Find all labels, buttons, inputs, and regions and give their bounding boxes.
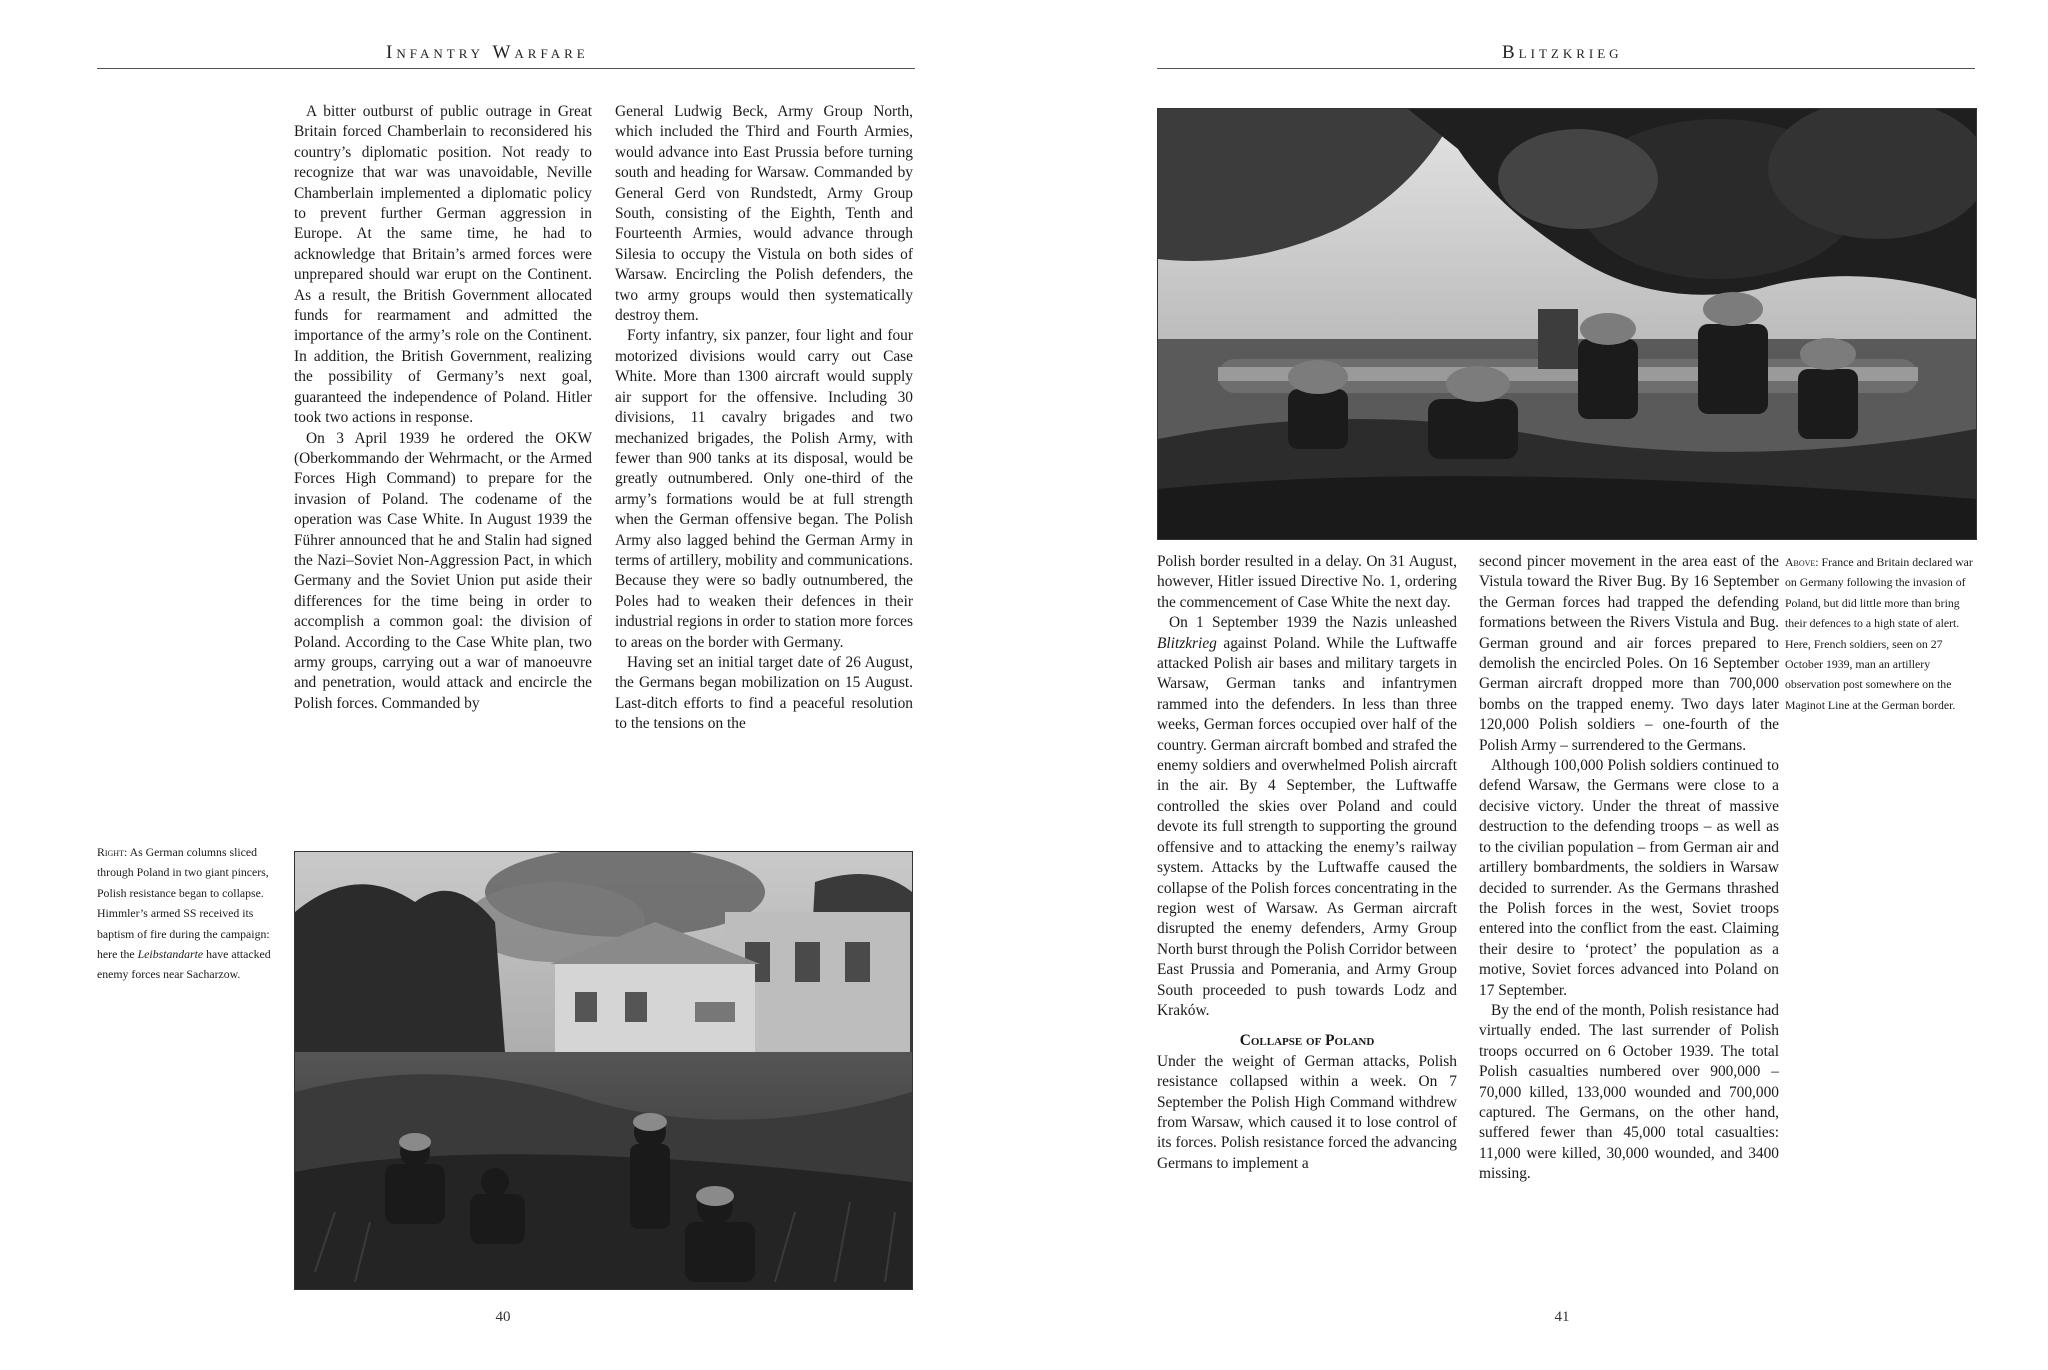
right-column-1 [1157,552,1457,1174]
paragraph: Having set an initial target date of 26 August, the Germans began mobilization on 15 August. Last-ditch efforts to find a peaceful resolution to the tensions on the [615,653,913,733]
photo-caption-right: Above: France and Britain declared war on Germany following the invasion of Poland, but did little more than bring their defences to a high state of alert. Here, French soldiers, seen on 27 October 1939, man an artillery observation post somewhere on the Maginot Line at the German border. [1785,555,1973,712]
left-column-1 [294,102,592,714]
header-rule-left [97,68,915,69]
paragraph: Although 100,000 Polish soldiers continued to defend Warsaw, the Germans were close to a decisive victory. Under the threat of massive destruction to the defending troops – as well as to the civilian population – from German air and artillery bombardments, the soldiers in Warsaw decided to surrender. As the Germans thrashed the Polish forces in the west, Soviet troops entered into the conflict from the east. Claiming their desire to ‘protect’ the population as a motive, Soviet forces advanced into Poland on 17 September. [1479,757,1779,999]
page-number-right: 41 [1554,1309,1570,1325]
left-column-2 [615,102,913,735]
photo-french-soldiers [1157,108,1977,540]
right-column-2 [1479,552,1779,1185]
paragraph: Forty infantry, six panzer, four light and four motorized divisions would carry out Case White. More than 1300 aircraft would supply air support for the offensive. Including 30 divisions, 11 cavalry brigades and two mechanized brigades, the Polish Army, with fewer than 900 tanks at its disposal, would be greatly outnumbered. Only one-third of the army’s formations would be at full strength when the German offensive began. The Polish Army also lagged behind the German Army in terms of artillery, mobility and communications. Because they were so badly outnumbered, the Poles had to weaken their defences in their industrial regions in order to station more forces to areas on the border with Germany. [615,327,913,651]
photo-french-soldiers-image [1158,109,1976,539]
caption-lead: Above: [1785,555,1819,569]
section-subheading: Collapse of Poland [1239,1032,1375,1050]
caption-lead: Right: [97,845,128,859]
photo-ss-troops-image [295,852,912,1289]
paragraph: Under the weight of German attacks, Polish resistance collapsed within a week. On 7 September the Polish High Command withdrew from Warsaw, which caused it to lose control of its forces. Polish resistance forced the advancing Germans to implement a [1157,1052,1457,1172]
photo-ss-troops [294,851,913,1290]
page-number-left: 40 [495,1309,511,1325]
paragraph: Polish border resulted in a delay. On 31 August, however, Hitler issued Directive No. 1, ordering the commencement of Case White the next day. [1157,553,1457,611]
paragraph: By the end of the month, Polish resistance had virtually ended. The last surrender of Polish troops occurred on 6 October 1939. The total Polish casualties numbered over 900,000 – 70,000 killed, 133,000 wounded and 700,000 captured. The Germans, on the other hand, suffered fewer than 45,000 total casualties: 11,000 were killed, 30,000 wounded, and 3400 missing. [1479,1001,1779,1183]
header-rule-right [1157,68,1975,69]
paragraph: General Ludwig Beck, Army Group North, which included the Third and Fourth Armies, would advance into East Prussia before turning south and heading for Warsaw. Commanded by General Gerd von Rundstedt, Army Group South, consisting of the Eighth, Tenth and Fourteenth Armies, would advance through Silesia to occupy the Vistula on both sides of Warsaw. Encircling the Polish defenders, the two army groups would then systematically destroy them. [615,103,913,325]
photo-caption-left: Right: As German columns sliced through Poland in two giant pincers, Polish resistance began to collapse. Himmler’s armed SS received its baptism of fire during the campaign: here the Leibstandarte have attacked enemy forces near Sacharzow. [97,845,271,982]
paragraph: On 3 April 1939 he ordered the OKW (Oberkommando der Wehrmacht, or the Armed Forces High Command) to prepare for the invasion of Poland. The codename of the operation was Case White. In August 1939 the Führer announced that he and Stalin had signed the Nazi–Soviet Non-Aggression Pact, in which Germany and the Soviet Union put aside their differences for the time being in order to accomplish a common goal: the division of Poland. According to the Case White plan, two army groups, carrying out a war of manoeuvre and penetration, would attack and encircle the Polish forces. Commanded by [294,429,592,712]
running-head-left: Infantry Warfare [386,42,589,63]
right-page [1024,0,2048,1370]
running-head-right: Blitzkrieg [1502,42,1623,63]
paragraph: A bitter outburst of public outrage in Great Britain forced Chamberlain to reconsidered his country’s diplomatic position. Not ready to recognize that war was unavoidable, Neville Chamberlain implemented a diplomatic policy to prevent further German aggression in Europe. At the same time, he had to acknowledge that Britain’s armed forces were unprepared should war erupt on the Continent. As a result, the British Government allocated funds for rearmament and admitted the importance of the army’s role on the Continent. In addition, the British Government, realizing the possibility of Germany’s next goal, guaranteed the independence of Poland. Hitler took two actions in response. [294,103,592,427]
paragraph: second pincer movement in the area east of the Vistula toward the River Bug. By 16 September the German forces had trapped the defending formations between the Rivers Vistula and Bug. German ground and air forces prepared to demolish the encircled Poles. On 16 September German aircraft dropped more than 700,000 bombs on the trapped enemy. Two days later 120,000 Polish soldiers – one-fourth of the Polish Army – surrendered to the Germans. [1479,553,1779,754]
paragraph: On 1 September 1939 the Nazis unleashed Blitzkrieg against Poland. While the Luftwaffe attacked Polish air bases and military targets in Warsaw, German tanks and infantrymen rammed into the defenders. In less than three weeks, German forces occupied over half of the country. German aircraft bombed and strafed the enemy soldiers and overwhelmed Polish aircraft in the air. By 4 September, the Luftwaffe controlled the skies over Poland and could devote its full strength to supporting the ground offensive and to attacking the enemy’s railway system. Attacks by the Luftwaffe caused the collapse of the Polish forces concentrating in the region west of Warsaw. As German aircraft disrupted the enemy defenders, Army Group North burst through the Polish Corridor between East Prussia and Pomerania, and Army Group South proceeded to push towards Lodz and Kraków. [1157,614,1457,1019]
